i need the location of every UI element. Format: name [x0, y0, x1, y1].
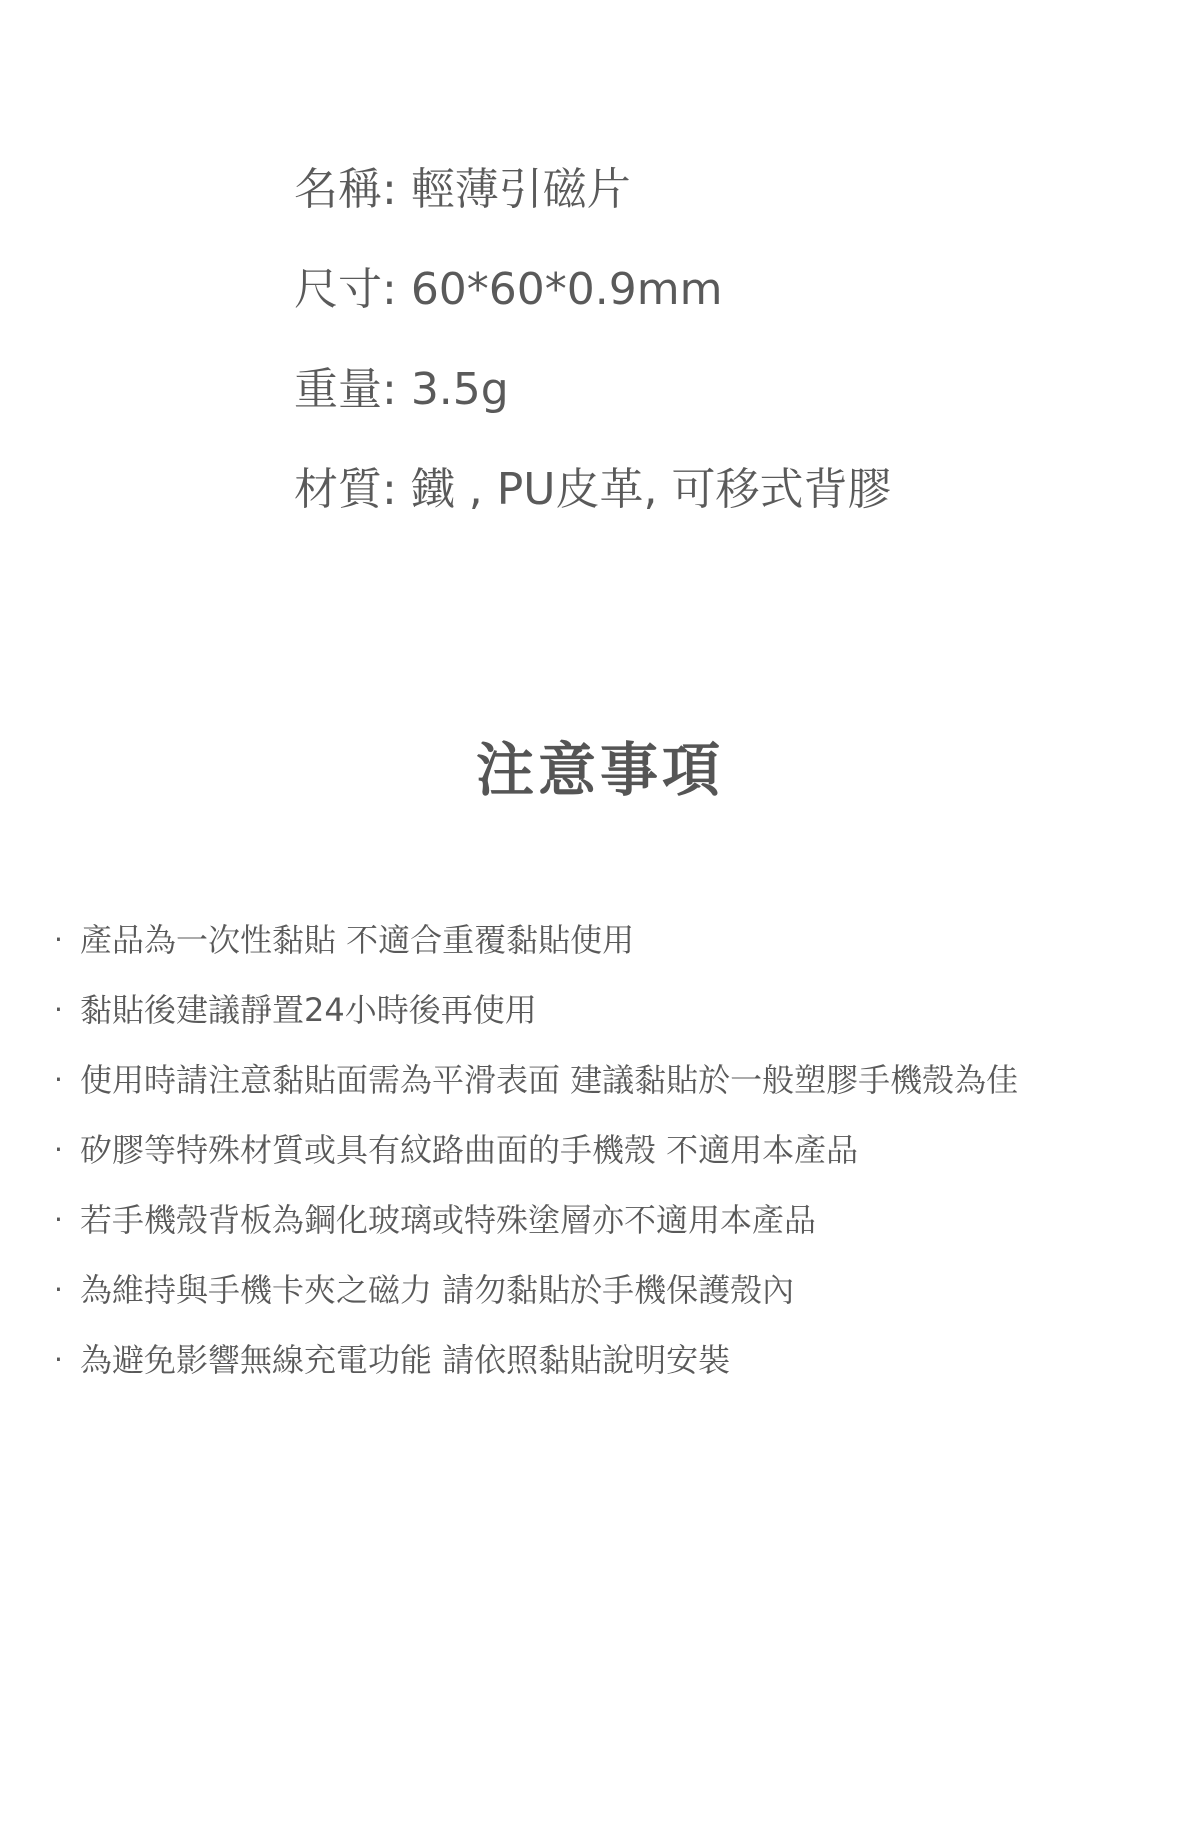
spec-list — [294, 140, 1114, 540]
spec-weight: 重量: 3.5g — [294, 364, 509, 415]
notice-item: · 產品為一次性黏貼 不適合重覆黏貼使用 — [50, 905, 1180, 975]
bullet-icon: · — [54, 993, 63, 1026]
notice-item: · 使用時請注意黏貼面需為平滑表面 建議黏貼於一般塑膠手機殼為佳 — [50, 1045, 1180, 1115]
spec-material: 材質: 鐵 , PU皮革, 可移式背膠 — [294, 464, 892, 515]
bullet-icon: · — [54, 1063, 63, 1096]
bullet-icon: · — [54, 1133, 63, 1166]
spec-name: 名稱: 輕薄引磁片 — [294, 164, 631, 215]
notice-item: · 為維持與手機卡夾之磁力 請勿黏貼於手機保護殼內 — [50, 1255, 1180, 1325]
notice-list — [50, 905, 1180, 1395]
notice-title: 注意事項 — [475, 736, 724, 804]
notice-item: · 若手機殼背板為鋼化玻璃或特殊塗層亦不適用本產品 — [50, 1185, 1180, 1255]
spec-size: 尺寸: 60*60*0.9mm — [294, 264, 723, 315]
notice-item: · 矽膠等特殊材質或具有紋路曲面的手機殼 不適用本產品 — [50, 1115, 1180, 1185]
notice-item: · 黏貼後建議靜置24小時後再使用 — [50, 975, 1180, 1045]
bullet-icon: · — [54, 1203, 63, 1236]
bullet-icon: · — [54, 923, 63, 956]
bullet-icon: · — [54, 1273, 63, 1306]
bullet-icon: · — [54, 1343, 63, 1376]
notice-item: · 為避免影響無線充電功能 請依照黏貼說明安裝 — [50, 1325, 1180, 1395]
